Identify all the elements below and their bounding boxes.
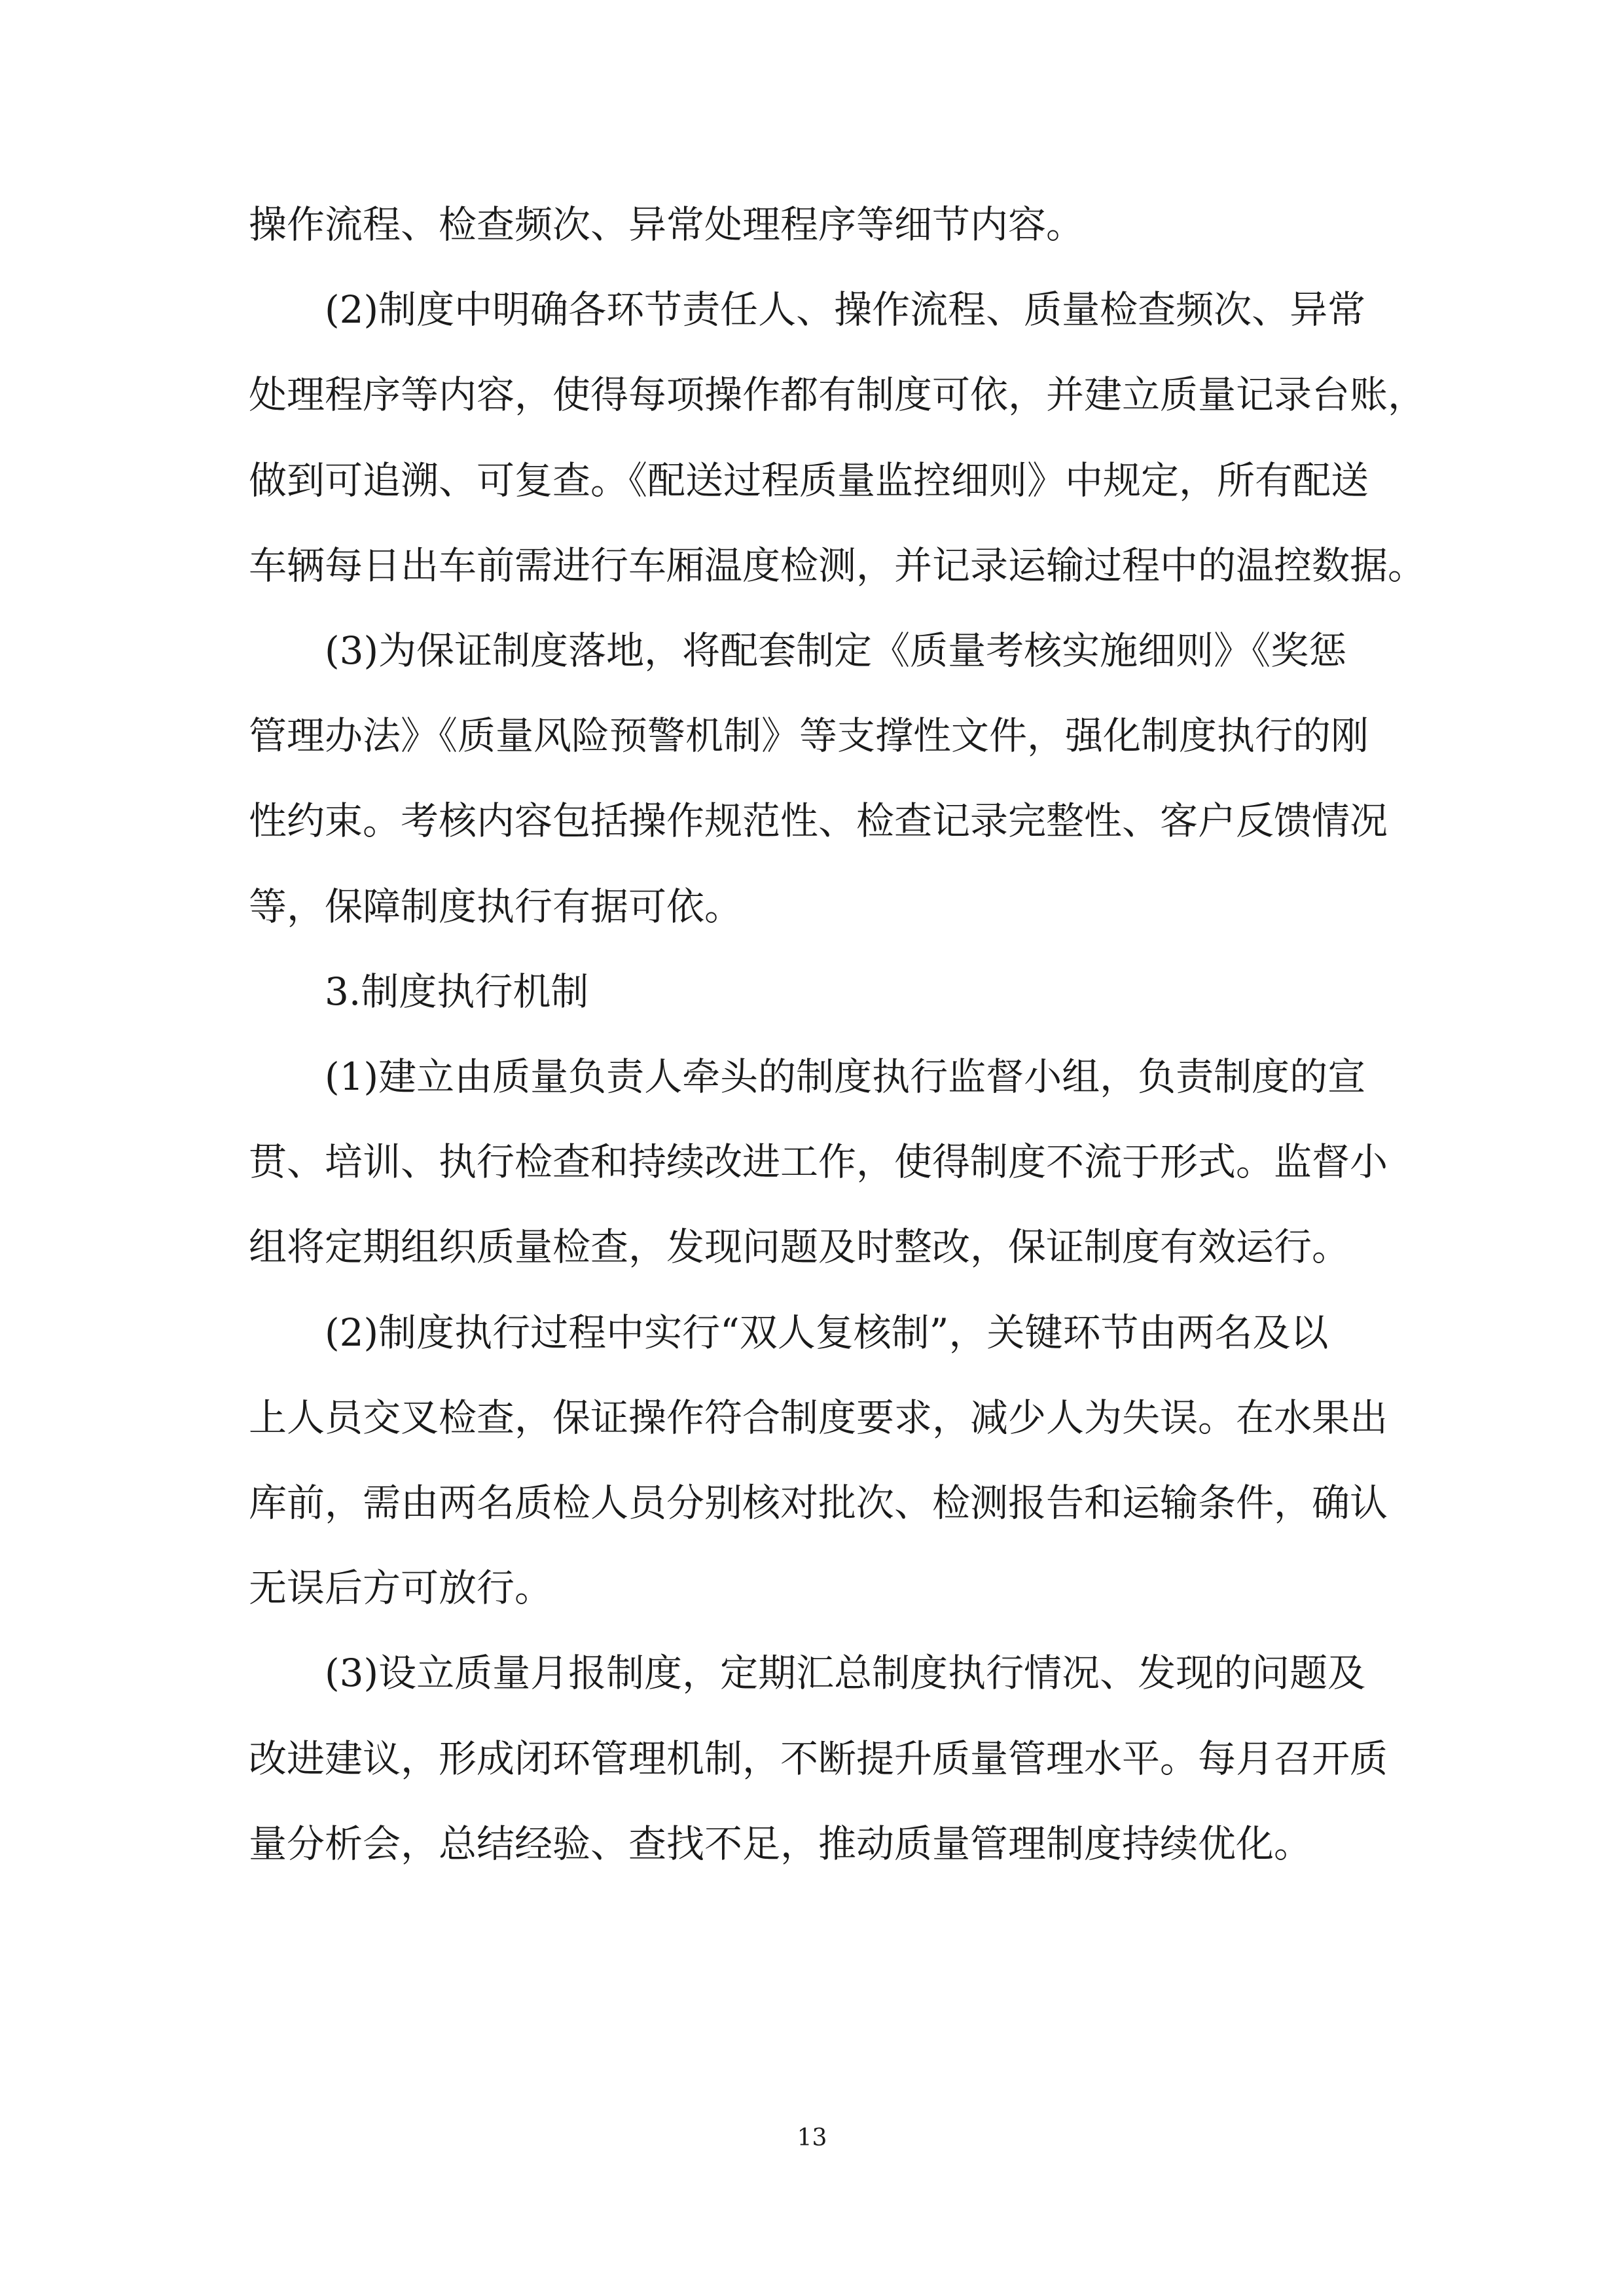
text-line: 等，保障制度执行有据可依。 — [249, 884, 743, 929]
text-line: 量分析会，总结经验、查找不足，推动质量管理制度持续优化。 — [249, 1821, 1312, 1866]
text-line: 处理程序等内容，使得每项操作都有制度可依，并建立质量记录台账， — [249, 372, 1426, 417]
text-line: (3)设立质量月报制度，定期汇总制度执行情况、发现的问题及 — [325, 1651, 1366, 1695]
text-line: (2)制度执行过程中实行“双人复核制”，关键环节由两名及以 — [325, 1310, 1329, 1355]
text-line: 库前，需由两名质检人员分别核对批次、检测报告和运输条件，确认 — [249, 1480, 1388, 1525]
text-line: 车辆每日出车前需进行车厢温度检测，并记录运输过程中的温控数据。 — [249, 543, 1426, 588]
text-line: (1)建立由质量负责人牵头的制度执行监督小组，负责制度的宣 — [325, 1054, 1366, 1099]
text-line: 操作流程、检查频次、异常处理程序等细节内容。 — [249, 202, 1085, 247]
text-line: 改进建议，形成闭环管理机制，不断提升质量管理水平。每月召开质 — [249, 1736, 1388, 1781]
text-line: 组将定期组织质量检查，发现问题及时整改，保证制度有效运行。 — [249, 1225, 1350, 1269]
text-line: 上人员交叉检查，保证操作符合制度要求，减少人为失误。在水果出 — [249, 1395, 1388, 1440]
text-line: 性约束。考核内容包括操作规范性、检查记录完整性、客户反馈情况 — [249, 798, 1388, 843]
text-line: 做到可追溯、可复查。《配送过程质量监控细则》中规定，所有配送 — [249, 458, 1369, 503]
page-number: 13 — [797, 2125, 827, 2151]
section-heading: 3.制度执行机制 — [325, 969, 589, 1014]
text-line: 管理办法》《质量风险预警机制》等支撑性文件，强化制度执行的刚 — [249, 713, 1369, 758]
text-line: 贯、培训、执行检查和持续改进工作，使得制度不流于形式。监督小 — [249, 1139, 1388, 1184]
text-line: (3)为保证制度落地，将配套制定《质量考核实施细则》《奖惩 — [325, 628, 1347, 673]
text-line: (2)制度中明确各环节责任人、操作流程、质量检查频次、异常 — [325, 287, 1366, 332]
text-line: 无误后方可放行。 — [249, 1566, 553, 1610]
